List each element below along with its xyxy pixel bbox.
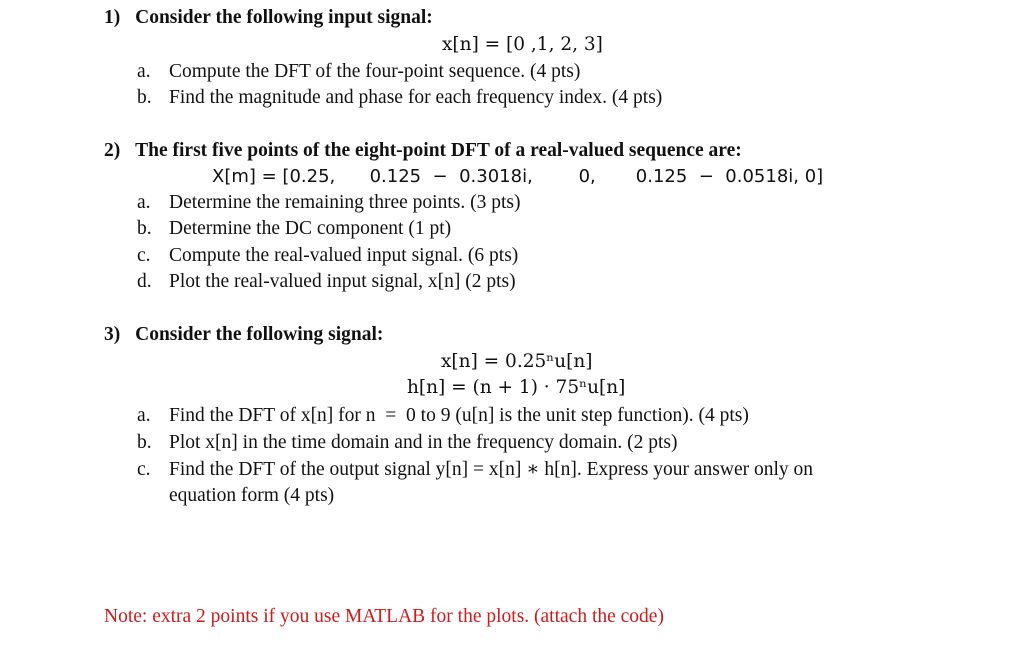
problem-2-part-d-text: Plot the real-valued input signal, x[n] (2 pts) [169, 271, 516, 292]
problem-1-part-a-text: Compute the DFT of the four-point sequence. (4 pts) [169, 61, 581, 82]
problem-2-part-c-text: Compute the real-valued input signal. (6 pts) [169, 245, 519, 266]
problem-1-part-b-text: Find the magnitude and phase for each frequency index. (4 pts) [169, 87, 663, 108]
problem-1-equation: x[n] = [0 ,1, 2, 3] [442, 34, 603, 55]
problem-1-heading [104, 6, 433, 30]
problem-3-heading [104, 323, 383, 347]
problem-3-part-c-marker: c. [137, 459, 151, 480]
problem-2-number: 2) [104, 140, 121, 161]
problem-2-part-c [137, 244, 518, 268]
problem-3-equation-h: h[n] = (n + 1) · 75ⁿu[n] [407, 377, 626, 398]
problem-3-part-c-text: Find the DFT of the output signal y[n] = x[n] ∗ h[n]. Express your answer only on [169, 459, 814, 480]
problem-3-part-b [137, 431, 678, 455]
problem-3-part-c [137, 458, 813, 482]
extra-points-note: Note: extra 2 points if you use MATLAB for the plots. (attach the code) [104, 606, 664, 627]
problem-2-part-b-text: Determine the DC component (1 pt) [169, 218, 452, 239]
problem-2-part-a [137, 191, 520, 215]
problem-1-part-a-marker: a. [137, 61, 151, 82]
problem-1-part-a [137, 60, 580, 84]
problem-3-part-a-marker: a. [137, 405, 151, 426]
problem-3-part-c-continued [169, 484, 334, 508]
problem-2-heading [104, 139, 742, 163]
problem-2-part-a-text: Determine the remaining three points. (3 pts) [169, 192, 521, 213]
problem-2-part-b-marker: b. [137, 218, 152, 239]
problem-3-heading-text: Consider the following signal: [135, 324, 384, 345]
problem-3-part-c-continued-text: equation form (4 pts) [169, 485, 335, 506]
problem-2-equation: X[m] = [0.25, 0.125 − 0.3018i, 0, 0.125 − 0.0518i, 0] [212, 166, 824, 187]
problem-1-part-b-marker: b. [137, 87, 152, 108]
problem-3-equation-x: x[n] = 0.25ⁿu[n] [441, 351, 593, 372]
problem-1-number: 1) [104, 7, 121, 28]
problem-1-part-b [137, 86, 662, 110]
problem-3-part-a [137, 404, 749, 428]
problem-3-number: 3) [104, 324, 121, 345]
problem-2-heading-text: The first five points of the eight-point DFT of a real-valued sequence are: [135, 140, 742, 161]
problem-2-part-d-marker: d. [137, 271, 152, 292]
problem-1-heading-text: Consider the following input signal: [135, 7, 433, 28]
problem-2-part-a-marker: a. [137, 192, 151, 213]
problem-2-part-d [137, 270, 516, 294]
problem-3-part-a-text: Find the DFT of x[n] for n = 0 to 9 (u[n] is the unit step function). (4 pts) [169, 405, 749, 426]
problem-2-part-c-marker: c. [137, 245, 151, 266]
problem-2-part-b [137, 217, 451, 241]
problem-3-part-b-marker: b. [137, 432, 152, 453]
problem-3-part-b-text: Plot x[n] in the time domain and in the frequency domain. (2 pts) [169, 432, 678, 453]
